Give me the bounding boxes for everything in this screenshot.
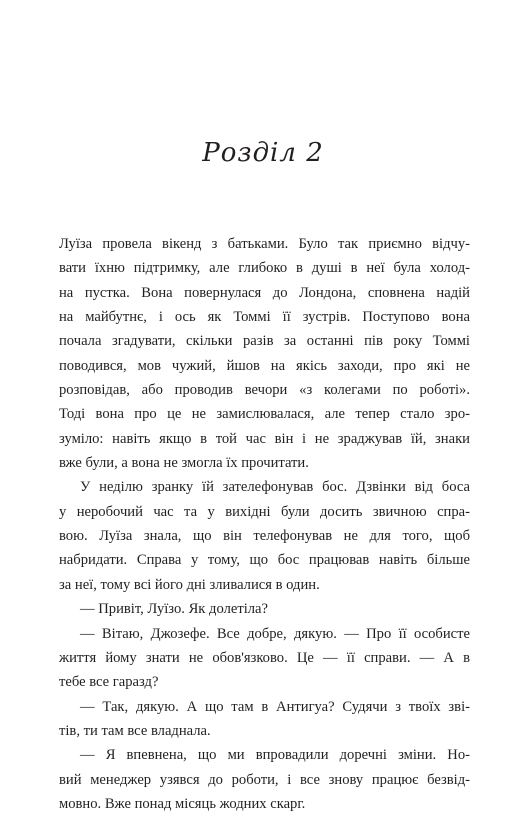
text-line: мовно. Вже понад місяць жодних скарг. <box>59 795 306 812</box>
text-line: Тоді вона про це не замислювалася, але тепер стало зро- <box>59 406 470 423</box>
text-line: поводився, мов чужий, йшов на якісь заходи, про які не <box>59 357 470 374</box>
text-line: життя йому знати не обов'язково. Це — її справи. — А в <box>59 649 470 666</box>
text-line: у неробочий час та у вихідні були досить звичною спра- <box>59 503 470 520</box>
text-line: вою. Луїза знала, що він телефонував не для того, щоб <box>59 528 470 545</box>
text-line: за неї, тому всі його дні зливалися в один. <box>59 576 320 593</box>
text-line: тів, ти там все владнала. <box>59 722 211 739</box>
text-line: У неділю зранку їй зателефонував бос. Дзвінки від боса <box>80 479 470 496</box>
chapter-body-text <box>59 232 470 816</box>
text-line: тебе все гаразд? <box>59 674 159 691</box>
text-line: на пустка. Вона повернулася до Лондона, сповнена надій <box>59 284 470 301</box>
chapter-title: Розділ 2 <box>202 138 324 168</box>
text-line: розповідав, або проводив вечори «з колегами по роботі». <box>59 382 470 399</box>
text-line: Луїза провела вікенд з батьками. Було так приємно відчу- <box>59 236 470 252</box>
text-line: — Я впевнена, що ми впровадили доречні зміни. Но- <box>80 747 470 764</box>
text-line: вже були, а вона не змогла їх прочитати. <box>59 455 309 472</box>
text-line: на майбутнє, і ось як Томмі її зустрів. Поступово вона <box>59 309 470 326</box>
text-line: зуміло: навіть якщо в той час він і не зраджував їй, знаки <box>59 430 470 447</box>
text-line: набридати. Справа у тому, що бос працював навіть більше <box>59 552 470 569</box>
text-line: — Так, дякую. А що там в Антигуа? Судячи з твоїх зві- <box>80 698 470 715</box>
text-line: вий менеджер узявся до роботи, і все знову працює безвід- <box>59 771 470 788</box>
text-line: — Вітаю, Джозефе. Все добре, дякую. — Про її особисте <box>80 625 470 642</box>
text-line: — Привіт, Луїзо. Як долетіла? <box>80 601 269 618</box>
text-line: вати їхню підтримку, але глибоко в душі в неї була холод- <box>59 260 470 277</box>
text-line: почала згадувати, скільки разів за останні пів року Томмі <box>59 333 470 350</box>
